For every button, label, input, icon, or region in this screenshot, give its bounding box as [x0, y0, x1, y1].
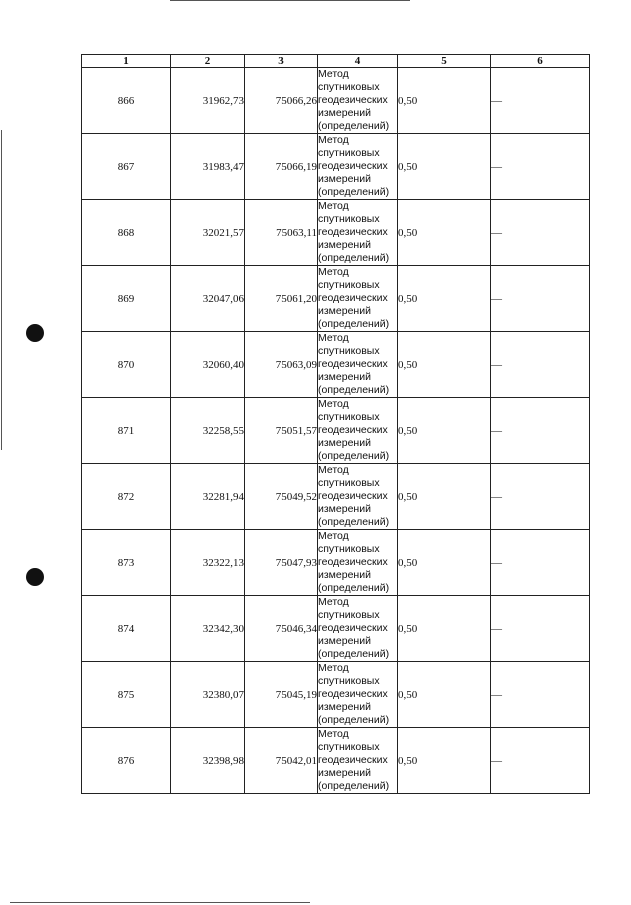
- point-number: 867: [82, 134, 171, 200]
- accuracy-value: 0,50: [398, 68, 491, 134]
- header-row: [82, 55, 590, 68]
- coordinate-x: 32060,40: [171, 332, 245, 398]
- coordinate-x: 32258,55: [171, 398, 245, 464]
- coordinates-table: [81, 54, 590, 794]
- point-number: 869: [82, 266, 171, 332]
- coordinate-y: 75045,19: [245, 662, 318, 728]
- coordinate-x: 32380,07: [171, 662, 245, 728]
- coordinate-y: 75046,34: [245, 596, 318, 662]
- coordinate-y: 75066,26: [245, 68, 318, 134]
- method-text: Метод спутниковых геодезических измерений (определений): [318, 596, 398, 662]
- coordinate-x: 32021,57: [171, 200, 245, 266]
- point-number: 870: [82, 332, 171, 398]
- col-header-3: 3: [245, 55, 318, 68]
- accuracy-value: 0,50: [398, 134, 491, 200]
- coordinate-y: 75051,57: [245, 398, 318, 464]
- coordinate-x: 32398,98: [171, 728, 245, 794]
- accuracy-value: 0,50: [398, 464, 491, 530]
- table-row: [82, 662, 590, 728]
- coordinate-y: 75066,19: [245, 134, 318, 200]
- coordinate-y: 75042,01: [245, 728, 318, 794]
- method-text: Метод спутниковых геодезических измерений (определений): [318, 332, 398, 398]
- method-text: Метод спутниковых геодезических измерений (определений): [318, 266, 398, 332]
- table-row: [82, 728, 590, 794]
- note-dash: —: [491, 464, 590, 530]
- note-dash: —: [491, 662, 590, 728]
- method-text: Метод спутниковых геодезических измерений (определений): [318, 134, 398, 200]
- table-row: [82, 266, 590, 332]
- col-header-6: 6: [491, 55, 590, 68]
- point-number: 874: [82, 596, 171, 662]
- accuracy-value: 0,50: [398, 728, 491, 794]
- note-dash: —: [491, 332, 590, 398]
- accuracy-value: 0,50: [398, 200, 491, 266]
- table-row: [82, 398, 590, 464]
- note-dash: —: [491, 728, 590, 794]
- method-text: Метод спутниковых геодезических измерений (определений): [318, 464, 398, 530]
- method-text: Метод спутниковых геодезических измерений (определений): [318, 530, 398, 596]
- coordinate-y: 75049,52: [245, 464, 318, 530]
- coordinate-y: 75063,09: [245, 332, 318, 398]
- scan-edge-left: [1, 130, 2, 450]
- accuracy-value: 0,50: [398, 596, 491, 662]
- method-text: Метод спутниковых геодезических измерений (определений): [318, 662, 398, 728]
- note-dash: —: [491, 200, 590, 266]
- table-row: [82, 134, 590, 200]
- point-number: 875: [82, 662, 171, 728]
- note-dash: —: [491, 68, 590, 134]
- table-row: [82, 530, 590, 596]
- coordinate-x: 31983,47: [171, 134, 245, 200]
- punch-hole-bottom: [26, 568, 44, 586]
- accuracy-value: 0,50: [398, 530, 491, 596]
- method-text: Метод спутниковых геодезических измерений (определений): [318, 398, 398, 464]
- note-dash: —: [491, 266, 590, 332]
- accuracy-value: 0,50: [398, 266, 491, 332]
- coordinate-x: 31962,73: [171, 68, 245, 134]
- coordinate-x: 32281,94: [171, 464, 245, 530]
- method-text: Метод спутниковых геодезических измерений (определений): [318, 200, 398, 266]
- coordinate-y: 75063,11: [245, 200, 318, 266]
- note-dash: —: [491, 530, 590, 596]
- col-header-2: 2: [171, 55, 245, 68]
- table-row: [82, 332, 590, 398]
- note-dash: —: [491, 134, 590, 200]
- coordinate-x: 32047,06: [171, 266, 245, 332]
- punch-hole-top: [26, 324, 44, 342]
- scan-edge-top: [170, 0, 410, 1]
- table-row: [82, 464, 590, 530]
- coordinate-x: 32322,13: [171, 530, 245, 596]
- point-number: 868: [82, 200, 171, 266]
- note-dash: —: [491, 398, 590, 464]
- accuracy-value: 0,50: [398, 398, 491, 464]
- table-row: [82, 200, 590, 266]
- point-number: 872: [82, 464, 171, 530]
- table-row: [82, 596, 590, 662]
- point-number: 873: [82, 530, 171, 596]
- method-text: Метод спутниковых геодезических измерений (определений): [318, 68, 398, 134]
- accuracy-value: 0,50: [398, 332, 491, 398]
- point-number: 866: [82, 68, 171, 134]
- accuracy-value: 0,50: [398, 662, 491, 728]
- coordinate-y: 75047,93: [245, 530, 318, 596]
- col-header-1: 1: [82, 55, 171, 68]
- scan-edge-bottom: [10, 902, 310, 903]
- coordinate-y: 75061,20: [245, 266, 318, 332]
- col-header-5: 5: [398, 55, 491, 68]
- point-number: 871: [82, 398, 171, 464]
- method-text: Метод спутниковых геодезических измерений (определений): [318, 728, 398, 794]
- note-dash: —: [491, 596, 590, 662]
- coordinate-x: 32342,30: [171, 596, 245, 662]
- col-header-4: 4: [318, 55, 398, 68]
- point-number: 876: [82, 728, 171, 794]
- table-row: [82, 68, 590, 134]
